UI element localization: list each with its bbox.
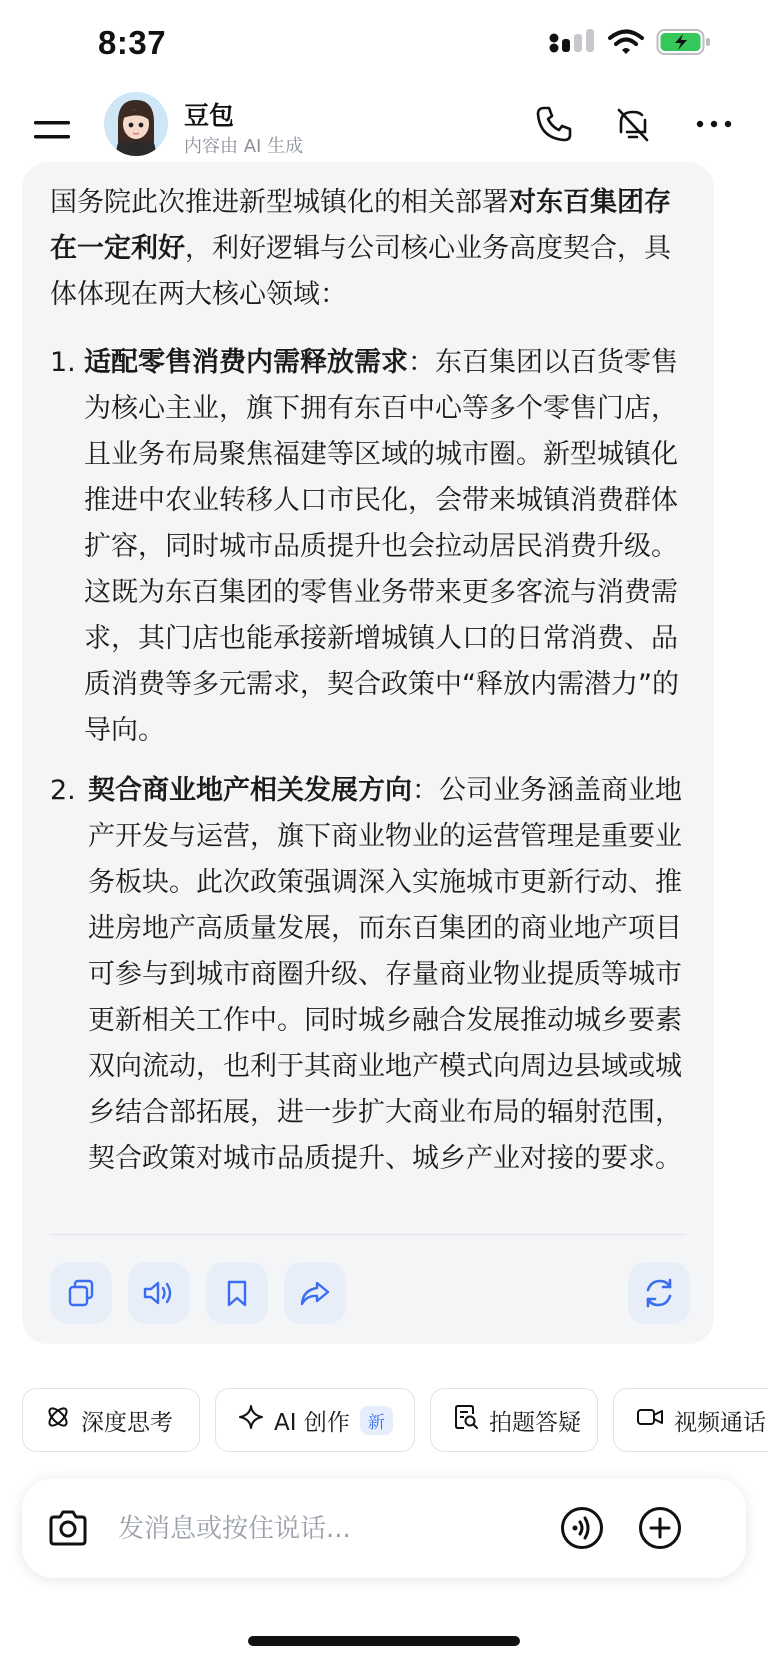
- list-number: 2.: [50, 775, 76, 806]
- atom-icon: [45, 1404, 71, 1436]
- doc-search-icon: [453, 1404, 479, 1436]
- list-item: [50, 340, 690, 754]
- home-indicator[interactable]: [248, 1636, 520, 1646]
- chip-photo-question[interactable]: [430, 1388, 598, 1452]
- avatar[interactable]: [104, 92, 168, 156]
- divider: [50, 1234, 686, 1235]
- list-number: 1.: [50, 347, 76, 378]
- status-icons: [548, 28, 712, 60]
- new-badge: 新: [360, 1406, 393, 1435]
- camera-icon[interactable]: [46, 1506, 90, 1550]
- key-points-list: [50, 340, 690, 1182]
- chip-label: AI 创作: [274, 1409, 350, 1436]
- message-actions: [50, 1262, 692, 1326]
- quick-action-chips: [22, 1388, 768, 1456]
- list-item: [50, 768, 690, 1182]
- point-title: 适配零售消费内需释放需求: [84, 347, 408, 378]
- bot-name: 豆包: [184, 101, 235, 130]
- chip-deep-think[interactable]: [22, 1388, 200, 1452]
- status-bar: [0, 0, 768, 90]
- sparkle-icon: [238, 1404, 264, 1436]
- chip-label: 深度思考: [81, 1409, 173, 1436]
- point-title: 契合商业地产相关发展方向: [88, 775, 412, 806]
- menu-icon[interactable]: [34, 110, 72, 148]
- chip-video-call[interactable]: [613, 1388, 768, 1452]
- intro-tail: ，利好逻辑与公司核心业务高度契合，具体体现在两大核心领域：: [50, 233, 671, 310]
- battery-charging-icon: [656, 28, 712, 60]
- copy-icon[interactable]: [50, 1262, 112, 1324]
- chip-ai-create[interactable]: [215, 1388, 415, 1452]
- mute-icon[interactable]: [611, 102, 655, 146]
- video-icon: [636, 1405, 664, 1435]
- message-intro: [50, 180, 690, 318]
- message-body: [50, 180, 690, 1182]
- cellular-signal-icon: [548, 29, 596, 59]
- bookmark-icon[interactable]: [206, 1262, 268, 1324]
- ai-generated-note: 内容由 AI 生成: [184, 136, 304, 157]
- wifi-icon: [608, 29, 644, 59]
- voice-wave-icon[interactable]: [560, 1506, 604, 1550]
- message-input-bar: [22, 1478, 746, 1578]
- chip-label: 视频通话: [674, 1409, 766, 1436]
- intro-text: 国务院此次推进新型城镇化的相关部署: [50, 187, 509, 218]
- plus-icon[interactable]: [638, 1506, 682, 1550]
- assistant-message-card: [22, 162, 714, 1344]
- share-icon[interactable]: [284, 1262, 346, 1324]
- point-body: ：东百集团以百货零售为核心主业，旗下拥有东百中心等多个零售门店，且业务布局聚焦福建等区域的城市圈。新型城镇化推进中农业转移人口市民化，会带来城镇消费群体扩容，同时城市品质提升也会拉动居民消费升级。这既为东百集团的零售业务带来更多客流与消费需求，其门店也能承接新增城镇人口的日常消费、品质消费等多元需求，契合政策中“释放内需潜力”的导向。: [84, 347, 679, 746]
- point-body: ：公司业务涵盖商业地产开发与运营，旗下商业物业的运营管理是重要业务板块。此次政策强调深入实施城市更新行动、推进房地产高质量发展，而东百集团的商业地产项目可参与到城市商圈升级、存量商业物业提质等城市更新相关工作中。同时城乡融合发展推动城乡要素双向流动，也利于其商业地产模式向周边县域或城乡结合部拓展，进一步扩大商业布局的辐射范围，契合政策对城市品质提升、城乡产业对接的要求。: [88, 775, 682, 1174]
- message-input[interactable]: 发消息或按住说话...: [118, 1514, 351, 1544]
- regenerate-icon[interactable]: [628, 1262, 690, 1324]
- more-icon[interactable]: [692, 102, 736, 146]
- chip-label: 拍题答疑: [489, 1409, 581, 1436]
- speaker-icon[interactable]: [128, 1262, 190, 1324]
- status-time: 8:37: [98, 24, 167, 61]
- chat-header: [0, 90, 768, 170]
- phone-icon[interactable]: [532, 102, 576, 146]
- intro-highlight: 对东百集团存在一定利好: [50, 187, 671, 264]
